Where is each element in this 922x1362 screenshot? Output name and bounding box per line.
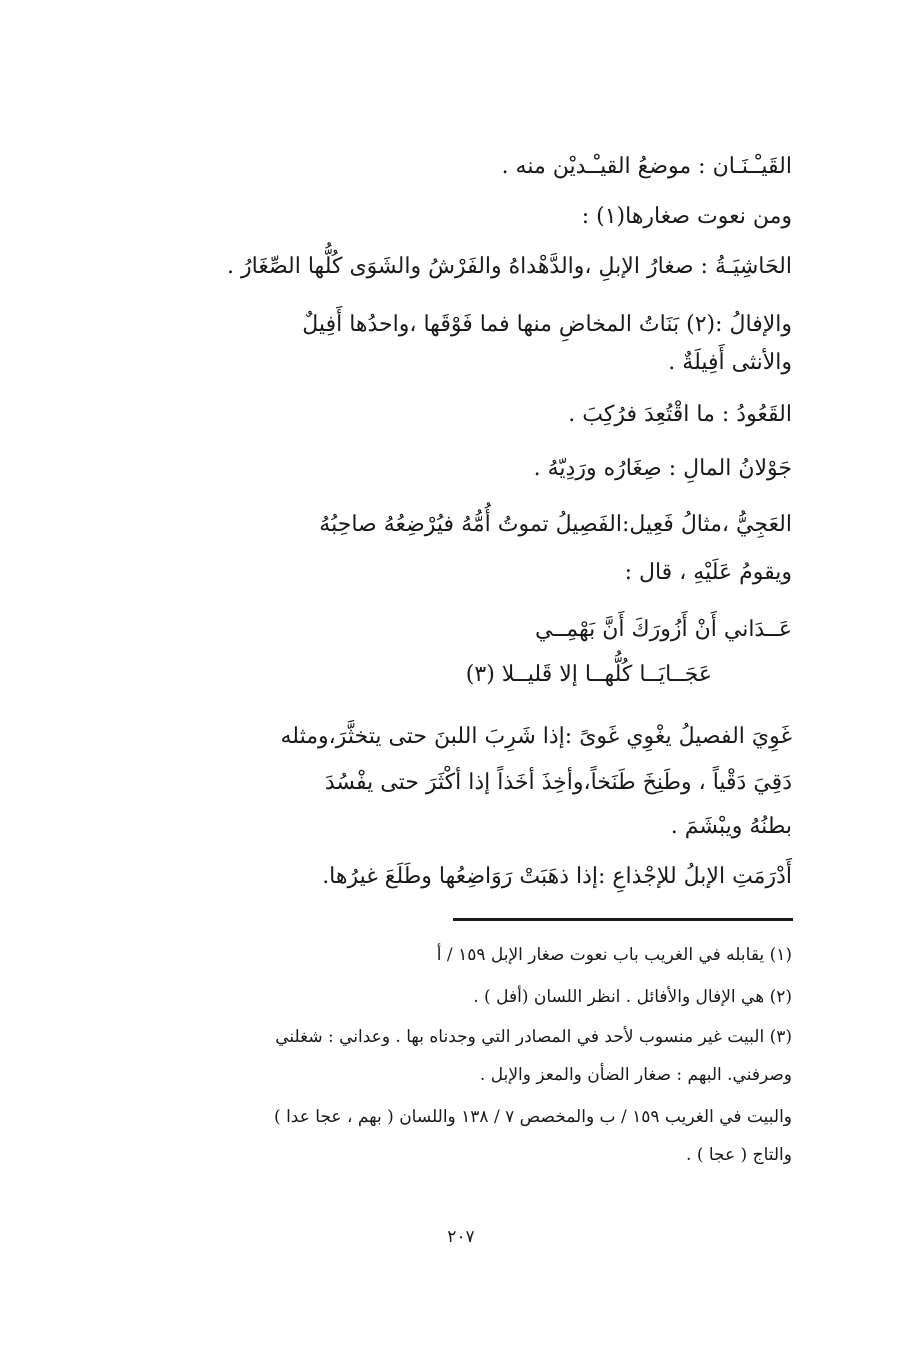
entry-jawlan: جَوْلانُ المالِ : صِغَارُه ورَدِيّهُ . <box>533 456 792 481</box>
verse-hemistich-2: عَجَــايَــا كُلُّهــا إلا قَليــلا (٣) <box>465 662 712 687</box>
footnote-3: (٣) البيت غير منسوب لأحد في المصادر التي وجدناه بها . وعداني : شغلني <box>275 1027 792 1047</box>
entry-ghawiya: غَوِيَ الفصيلُ يغْوِي غَوىً :إذا شَرِبَ اللبنَ حتى يتخثَّرَ،ومثله <box>280 724 792 749</box>
entry-ghawiya-end: بطنُهُ ويبْشَمَ . <box>670 814 792 839</box>
footnote-3-sources: والبيت في الغريب ١٥٩ / ب والمخصص ٧ / ١٣٨ واللسان ( بهم ، عجا عدا ) <box>274 1107 792 1127</box>
entry-qaud: القَعُودُ : ما اقْتُعِدَ فرُكِبَ . <box>568 402 792 427</box>
entry-ifal: والإفالُ :(٢) بَنَاتُ المخاضِ منها فما فَوْقَها ،واحدُها أَفِيلٌ <box>302 312 792 337</box>
footnote-3-sources-cont: والتاج ( عجا ) . <box>686 1145 792 1165</box>
page-number: ٢٠٧ <box>447 1227 475 1247</box>
footnote-2: (٢) هي الإفال والأفائل . انظر اللسان (أفل ) . <box>473 987 792 1007</box>
entry-adramat: أَدْرَمَتِ الإبلُ للإجْذاعِ :إذا ذهَبَتْ رَوَاضِعُها وطَلَعَ غيرُها. <box>322 864 792 889</box>
entry-hashiya: الحَاشِيَـةُ : صغارُ الإبلِ ،والدَّهْداهُ والفَرْشُ والشَوَى كُلُّها الصِّغَارُ . <box>227 254 792 279</box>
entry-qaydan: القَيـْـنَـان : موضعُ القيـْـديْن منه . <box>501 154 792 179</box>
footnote-1: (١) يقابله في الغريب باب نعوت صغار الإبل ١٥٩ / أ <box>436 945 792 965</box>
footnote-3-cont: وصرفني. البهم : صغار الضأن والمعز والإبل . <box>479 1065 792 1085</box>
entry-ifal-cont: والأنثى أَفِيلَةٌ . <box>668 350 792 375</box>
footnote-separator <box>453 918 793 921</box>
section-heading: ومن نعوت صغارها(١) : <box>581 204 792 229</box>
entry-ghawiya-cont: دَقِيَ دَقْياً ، وطَنِخَ طَنَخاً،وأخِذَ أخَذاً إذا أكْثَرَ حتى يفْسُدَ <box>324 770 792 795</box>
entry-ajiy: العَجِيُّ ،مثالُ فَعِيل:الفَصِيلُ تموتُ أُمُّهُ فيُرْضِعُهُ صاحِبُهُ <box>319 512 792 537</box>
entry-ajiy-cont: ويقومُ عَلَيْهِ ، قال : <box>624 560 792 585</box>
verse-hemistich-1: عَــدَاني أَنْ أَزُورَكَ أَنَّ بَهْمِــي <box>535 617 792 642</box>
